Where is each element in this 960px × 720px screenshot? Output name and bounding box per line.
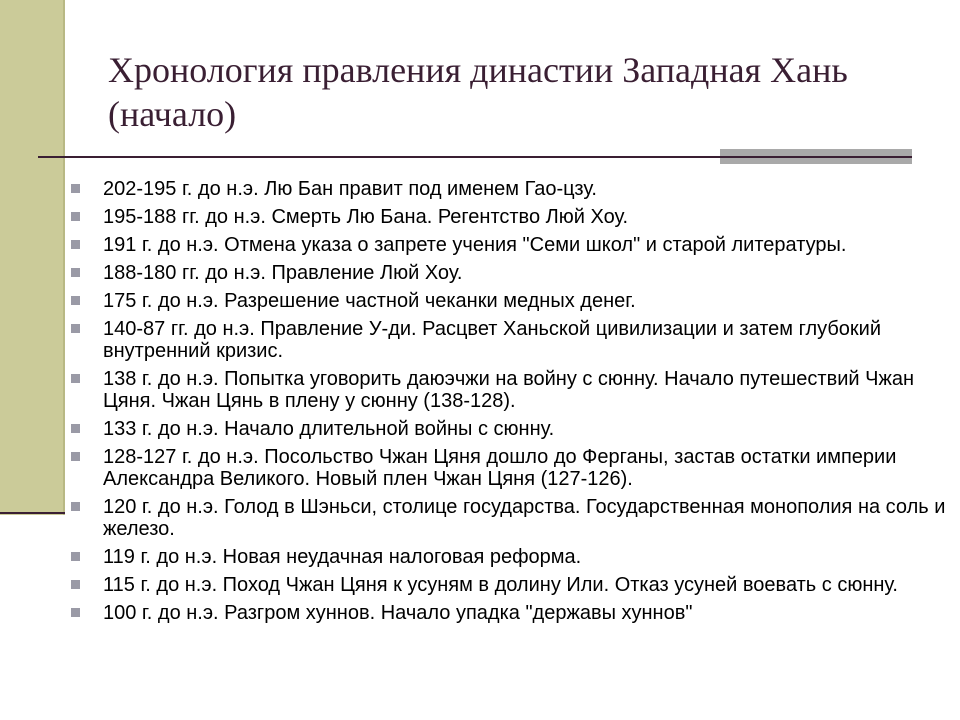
square-bullet-icon (71, 324, 80, 333)
timeline-item (70, 178, 960, 200)
title-divider-accent-top (720, 149, 912, 156)
timeline-item (70, 496, 960, 540)
timeline-item-text: 140-87 гг. до н.э. Правление У-ди. Расцвет Ханьской цивилизации и затем глубокий внутренний кризис. (103, 318, 882, 362)
timeline-item (70, 368, 960, 412)
timeline-item (70, 206, 960, 228)
square-bullet-icon (71, 608, 80, 617)
timeline-item (70, 546, 960, 568)
timeline-item-text: 138 г. до н.э. Попытка уговорить даюэчжи на войну с сюнну. Начало путешествий Чжан Цяня. Чжан Цянь в плену у сюнну (138-128). (103, 368, 914, 412)
square-bullet-icon (71, 184, 80, 193)
timeline-list (70, 178, 960, 630)
timeline-item-text: 202-195 г. до н.э. Лю Бан правит под именем Гао-цзу. (103, 178, 597, 200)
timeline-item-text: 188-180 гг. до н.э. Правление Люй Хоу. (103, 262, 463, 284)
timeline-item-text: 191 г. до н.э. Отмена указа о запрете учения "Семи школ" и старой литературы. (103, 234, 847, 256)
timeline-item-text: 175 г. до н.э. Разрешение частной чеканки медных денег. (103, 290, 636, 312)
square-bullet-icon (71, 502, 80, 511)
timeline-item (70, 262, 960, 284)
title-divider-accent-bottom (720, 158, 912, 164)
timeline-item-text: 133 г. до н.э. Начало длительной войны с сюнну. (103, 418, 555, 440)
square-bullet-icon (71, 268, 80, 277)
timeline-item (70, 574, 960, 596)
timeline-item-text: 128-127 г. до н.э. Посольство Чжан Цяня дошло до Ферганы, застав остатки империи Александра Великого. Новый плен Чжан Цяня (127-126). (103, 446, 897, 490)
timeline-item (70, 318, 960, 362)
square-bullet-icon (71, 212, 80, 221)
timeline-item-text: 100 г. до н.э. Разгром хуннов. Начало упадка "державы хуннов" (103, 602, 693, 624)
timeline-item-text: 195-188 гг. до н.э. Смерть Лю Бана. Регентство Люй Хоу. (103, 206, 629, 228)
timeline-item (70, 602, 960, 624)
square-bullet-icon (71, 374, 80, 383)
band-bottom-line (0, 512, 65, 514)
square-bullet-icon (71, 240, 80, 249)
timeline-item (70, 234, 960, 256)
square-bullet-icon (71, 424, 80, 433)
timeline-item-text: 115 г. до н.э. Поход Чжан Цяня к усуням в долину Или. Отказ усуней воевать с сюнну. (103, 574, 898, 596)
square-bullet-icon (71, 452, 80, 461)
timeline-item-text: 120 г. до н.э. Голод в Шэньси, столице государства. Государственная монополия на соль и железо. (103, 496, 946, 540)
left-band-edge (63, 0, 65, 515)
square-bullet-icon (71, 552, 80, 561)
timeline-item-text: 119 г. до н.э. Новая неудачная налоговая реформа. (103, 546, 582, 568)
slide-title: Хронология правления династии Западная Хань (начало) (108, 50, 848, 134)
left-decorative-band (0, 0, 63, 515)
square-bullet-icon (71, 296, 80, 305)
timeline-item (70, 446, 960, 490)
timeline-item (70, 418, 960, 440)
square-bullet-icon (71, 580, 80, 589)
timeline-item (70, 290, 960, 312)
